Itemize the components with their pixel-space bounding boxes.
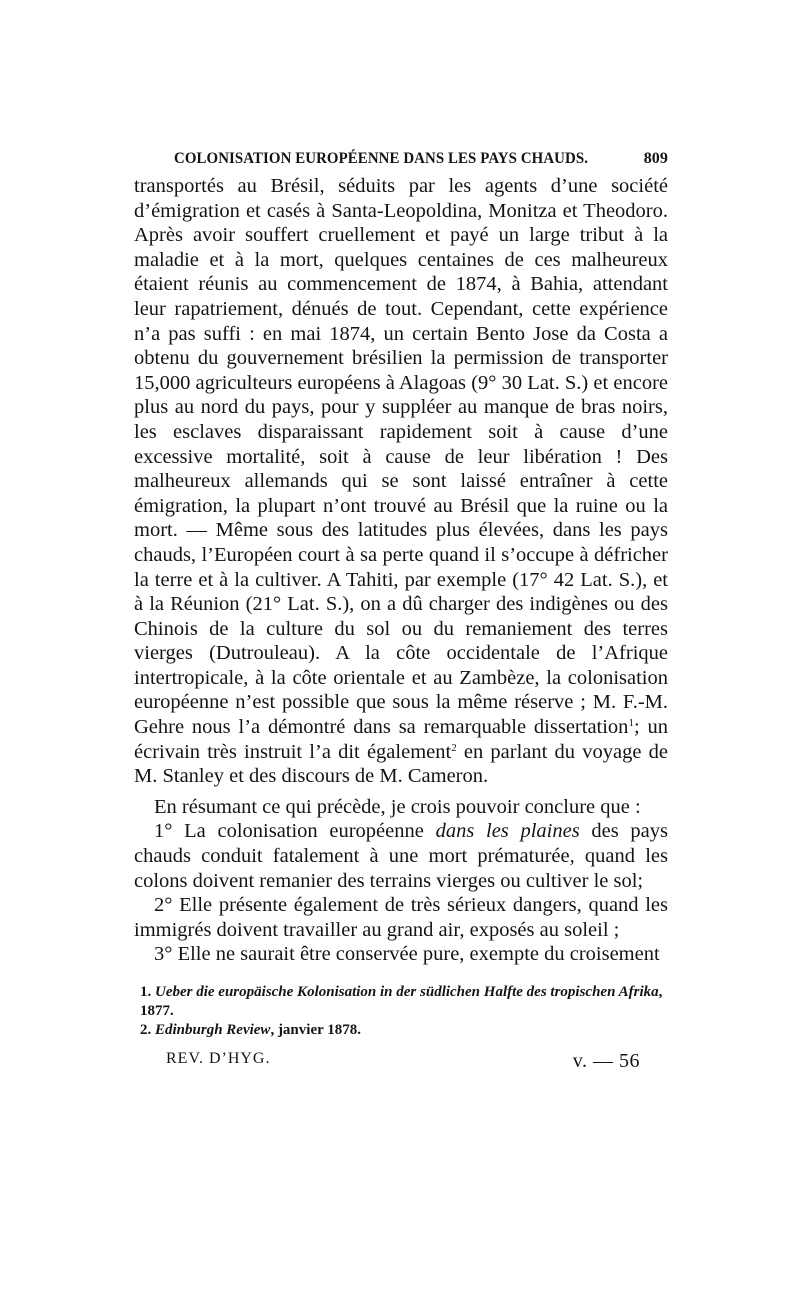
running-title: COLONISATION EUROPÉENNE DANS LES PAYS CHAUDS. (174, 150, 589, 167)
paragraph-conclusion-intro: En résumant ce qui précède, je crois pouvoir conclure que : (154, 795, 641, 818)
paragraph-continuation: transportés au Brésil, séduits par les agents d’une société d’émigration et casés à Santa-Leopoldina, Monitza et Theodoro. Après avoir souffert cruellement et payé un large tribut à la maladie et à la mort, quelques centaines de ces malheureux étaient réunis au commencement de 1874, à Bahia, attendant leur rapatriement, dénués de tout. Cependant, cette expérience n’a pas suffi : en mai 1874, un certain Bento Jose da Costa a obtenu du gouvernement brésilien la permission de transporter 15,000 agriculteurs européens à Alagoas (9° 30 Lat. S.) et encore plus au nord du pays, pour y suppléer au manque de bras noirs, les esclaves disparaissant rapidement soit à cause d’une excessive mortalité, soit à cause de leur libération ! Des malheureux allemands qui se sont laissé entraîner à cette émigration, la plupart n’ont trouvé au Brésil que la ruine ou la mort. — Même sous des latitudes plus élevées, dans les pays chauds, l’Européen court à sa perte quand il s’occupe à défricher la terre et à la cultiver. A Tahiti, par exemple (17° 42 Lat. S.), et à la Réunion (21° Lat. S.), on a dû charger des indigènes ou des Chinois de la culture du sol ou du remaniement des terres vierges (Dutrouleau). A la côte occidentale de l’Afrique intertropicale, à la côte orientale et au Zambèze, la colonisation européenne n’est possible que sous la même réserve ; M. F.-M. Gehre nous l’a démontré dans sa remarquable dissertation$^1$; un écrivain très instruit l’a dit également$^2$ en parlant du voyage de M. Stanley et des discours de M. Cameron. (134, 175, 668, 788)
body-text (134, 174, 668, 967)
signature-right: v. — 56 (572, 1050, 640, 1072)
footnotes (134, 983, 668, 1040)
footnote-2: 2. Edinburgh Review, janvier 1878. (140, 1022, 361, 1038)
book-page (134, 150, 668, 1073)
footnote-1: 1. Ueber die europäische Kolonisation in der südlichen Halfte des tropischen Afrika, 1877. (140, 984, 663, 1019)
emphasis-plaines: dans les plaines (435, 820, 580, 843)
page-number: 809 (643, 150, 668, 167)
footnote-mark-2: 2 (451, 741, 457, 754)
paragraph-point-1: 1° La colonisation européenne dans les plaines des pays chauds conduit fatalement à une mort prématurée, quand les colons doivent remanier des terrains vierges ou cultiver le sol; (134, 820, 668, 892)
signature-left: REV. D’HYG. (166, 1050, 271, 1067)
running-header (174, 150, 668, 168)
signature-line (134, 1050, 668, 1073)
paragraph-point-2: 2° Elle présente également de très sérieux dangers, quand les immigrés doivent travailler au grand air, exposés au soleil ; (134, 894, 668, 941)
paragraph-point-3: 3° Elle ne saurait être conservée pure, exempte du croisement (154, 943, 660, 966)
footnote-mark-1: 1 (628, 717, 634, 730)
